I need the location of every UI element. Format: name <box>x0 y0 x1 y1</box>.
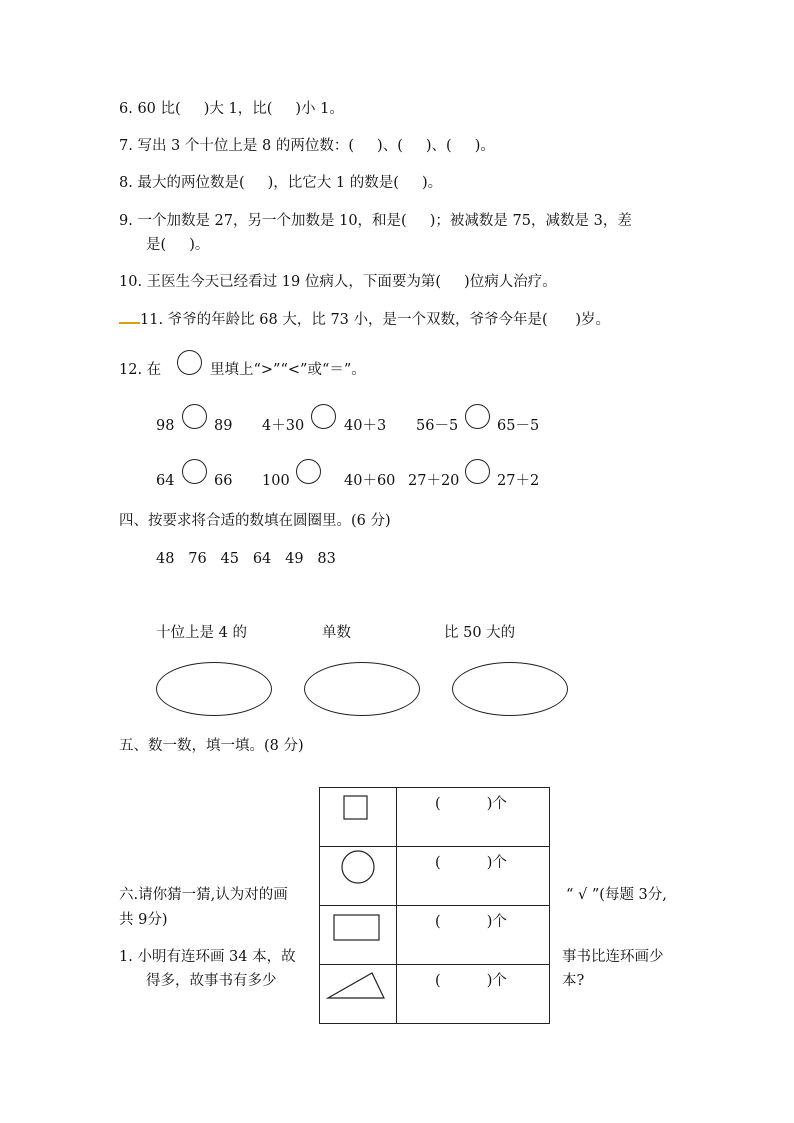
compare-circle-blank[interactable] <box>465 459 490 484</box>
oval-label: 十位上是 4 的 <box>156 625 247 641</box>
section-6-q1-left2: 得多，故事书有多少 <box>146 973 277 989</box>
count-blank[interactable]: ( )个 <box>435 973 507 989</box>
compare-right: 65－5 <box>497 418 540 434</box>
section-6-q1-left: 1. 小明有连环画 34 本，故 <box>119 949 296 965</box>
triangle-icon <box>320 965 396 1019</box>
answer-oval[interactable] <box>156 662 272 716</box>
shape-cell <box>320 906 397 965</box>
section-4-title: 四、按要求将合适的数填在圆圈里。(6 分) <box>119 513 391 529</box>
count-cell[interactable] <box>397 906 550 965</box>
shape-cell <box>320 847 397 906</box>
rectangle-icon <box>320 906 396 960</box>
count-blank[interactable]: ( )个 <box>435 796 507 812</box>
section-6-q1-right: 事书比连环画少 <box>562 949 664 965</box>
oval-label: 单数 <box>322 625 351 641</box>
section-6-title-left2: 共 9分) <box>119 912 168 928</box>
section-6-title-left: 六.请你猜一猜,认为对的画 <box>119 887 288 903</box>
compare-left: 100 <box>262 473 290 489</box>
question-9-line2: 是( )。 <box>146 237 210 253</box>
oval-label: 比 50 大的 <box>444 625 516 641</box>
question-12-suffix: 里填上“>”“<”或“＝”。 <box>210 362 366 378</box>
compare-left: 4＋30 <box>262 418 305 434</box>
question-9-line1: 9. 一个加数是 27，另一个加数是 10，和是( )；被减数是 75，减数是 3，差 <box>119 213 632 229</box>
compare-right: 40＋60 <box>344 473 396 489</box>
count-blank[interactable]: ( )个 <box>435 855 507 871</box>
compare-left: 27＋20 <box>408 473 460 489</box>
question-12-prefix: 12. 在 <box>119 362 162 378</box>
highlight-mark <box>119 322 140 324</box>
question-11: 11. 爷爷的年龄比 68 大，比 73 小，是一个双数，爷爷今年是( )岁。 <box>140 312 610 328</box>
compare-left: 56－5 <box>416 418 459 434</box>
compare-left: 64 <box>156 473 175 489</box>
compare-circle-blank[interactable] <box>296 459 321 484</box>
question-7: 7. 写出 3 个十位上是 8 的两位数：( )、( )、( )。 <box>119 138 495 154</box>
question-10: 10. 王医生今天已经看过 19 位病人，下面要为第( )位病人治疗。 <box>119 274 557 290</box>
compare-circle-blank[interactable] <box>311 404 336 429</box>
circle-icon <box>320 847 396 901</box>
shape-count-table <box>319 787 550 1024</box>
square-icon <box>320 788 396 842</box>
section-6-title-right: “ √ ”(每题 3分, <box>566 887 667 903</box>
table-row <box>320 788 550 847</box>
compare-right: 40＋3 <box>344 418 387 434</box>
compare-right: 27＋2 <box>497 473 540 489</box>
compare-right: 89 <box>214 418 233 434</box>
question-8: 8. 最大的两位数是( )，比它大 1 的数是( )。 <box>119 175 443 191</box>
answer-oval[interactable] <box>304 662 420 716</box>
compare-left: 98 <box>156 418 175 434</box>
shape-cell <box>320 788 397 847</box>
compare-circle-blank[interactable] <box>182 404 207 429</box>
section-6-q1-right2: 本? <box>562 973 585 989</box>
question-6: 6. 60 比( )大 1，比( )小 1。 <box>119 101 344 117</box>
count-cell[interactable] <box>397 965 550 1024</box>
compare-right: 66 <box>214 473 233 489</box>
count-blank[interactable]: ( )个 <box>435 914 507 930</box>
section-5-title: 五、数一数，填一填。(8 分) <box>119 738 304 754</box>
compare-circle-blank[interactable] <box>465 404 490 429</box>
table-row <box>320 906 550 965</box>
compare-circle-icon <box>177 350 202 375</box>
answer-oval[interactable] <box>452 662 568 716</box>
compare-circle-blank[interactable] <box>182 459 207 484</box>
number-list: 48 76 45 64 49 83 <box>156 551 336 567</box>
table-row <box>320 847 550 906</box>
count-cell[interactable] <box>397 847 550 906</box>
shape-cell <box>320 965 397 1024</box>
table-row <box>320 965 550 1024</box>
count-cell[interactable] <box>397 788 550 847</box>
